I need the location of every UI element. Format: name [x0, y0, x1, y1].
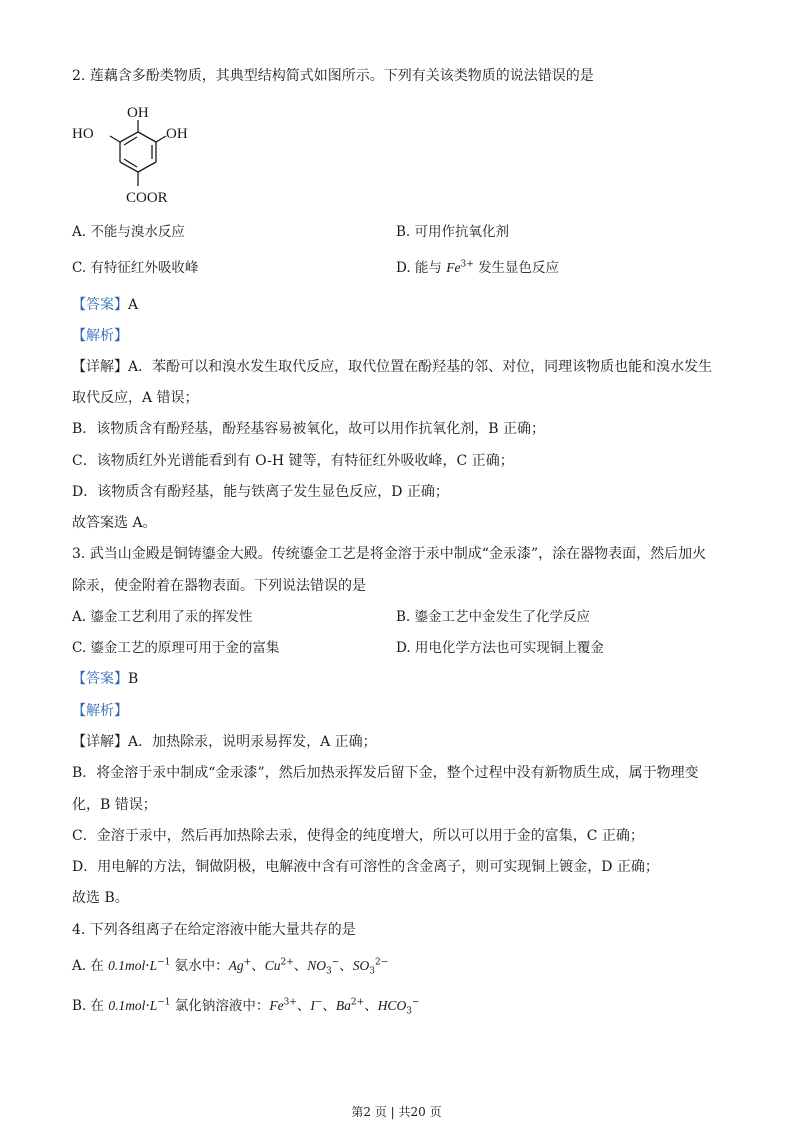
q3-option-d: D. 用电化学方法也可实现铜上覆金 [396, 640, 604, 656]
q3-detail-1: 【详解】A．加热除汞，说明汞易挥发，A 正确； [72, 734, 377, 750]
q4-option-b: B. 在 $0.1mol\cdot L^{-1}$ 氯化钠溶液中：$Fe^{3+}$、I−、$Ba^{2+}$、$HCO_3^-$ [72, 997, 420, 1017]
oh-top-label: OH [127, 105, 149, 121]
q4-option-a: A. 在 $0.1mol\cdot L^{-1}$ 氨水中：Ag+、$Cu^{2+}$、$NO_3^-$、$SO_3^{2-}$ [72, 957, 389, 977]
q2-option-b: B. 可用作抗氧化剂 [396, 224, 510, 240]
coor-label: COOR [126, 190, 168, 206]
q2-detail-1: 【详解】A．苯酚可以和溴水发生取代反应，取代位置在酚羟基的邻、对位，同理该物质也能和溴水发生 [72, 359, 713, 375]
q3-detail-4: C．金溶于汞中，然后再加热除去汞，使得金的纯度增大，所以可以用于金的富集，C 正确； [72, 828, 644, 844]
q3-conclusion: 故选 B。 [72, 890, 129, 906]
q2-option-c: C. 有特征红外吸收峰 [72, 260, 199, 276]
q2-option-d: D. 能与 $Fe^{3+}$ 发生显色反应 [396, 259, 560, 276]
q3-option-c: C. 鎏金工艺的原理可用于金的富集 [72, 640, 280, 656]
q3-analysis-label: 【解析】 [72, 703, 128, 719]
q2-detail-3: B．该物质含有酚羟基，酚羟基容易被氧化，故可以用作抗氧化剂，B 正确； [72, 421, 546, 437]
polyphenol-structure-diagram [70, 98, 190, 210]
q2-conclusion: 故答案选 A。 [72, 515, 157, 531]
q3-option-a: A. 鎏金工艺利用了汞的挥发性 [72, 609, 253, 625]
q3-detail-5: D．用电解的方法，铜做阴极，电解液中含有可溶性的含金离子，则可实现铜上镀金，D 正确； [72, 859, 659, 875]
q2-analysis-label: 【解析】 [72, 328, 128, 344]
q3-detail-2: B．将金溶于汞中制成“金汞漆”，然后加热汞挥发后留下金，整个过程中没有新物质生成，属于物理变 [72, 765, 699, 781]
q2-detail-2: 取代反应，A 错误； [72, 390, 199, 406]
q3-stem-line-2: 除汞，使金附着在器物表面。下列说法错误的是 [72, 578, 366, 594]
q2-detail-4: C．该物质红外光谱能看到有 O-H 键等，有特征红外吸收峰，C 正确； [72, 453, 514, 469]
q2-option-a: A. 不能与溴水反应 [72, 224, 185, 240]
q2-detail-5: D．该物质含有酚羟基，能与铁离子发生显色反应，D 正确； [72, 484, 449, 500]
q2-stem: 2. 莲藕含多酚类物质，其典型结构简式如图所示。下列有关该类物质的说法错误的是 [72, 68, 594, 84]
ho-left-label: HO [72, 126, 94, 142]
q3-detail-3: 化，B 错误； [72, 797, 157, 813]
page-footer: 第2 页 | 共20 页 [351, 1105, 442, 1119]
q3-option-b: B. 鎏金工艺中金发生了化学反应 [396, 609, 591, 625]
q3-answer: 【答案】B [72, 671, 139, 687]
q4-stem: 4. 下列各组离子在给定溶液中能大量共存的是 [72, 922, 356, 938]
q3-stem-line-1: 3. 武当山金殿是铜铸鎏金大殿。传统鎏金工艺是将金溶于汞中制成“金汞漆”，涂在器物表面，然后加火 [72, 546, 707, 562]
oh-right-label: OH [166, 126, 188, 142]
q2-answer: 【答案】A [72, 297, 139, 313]
